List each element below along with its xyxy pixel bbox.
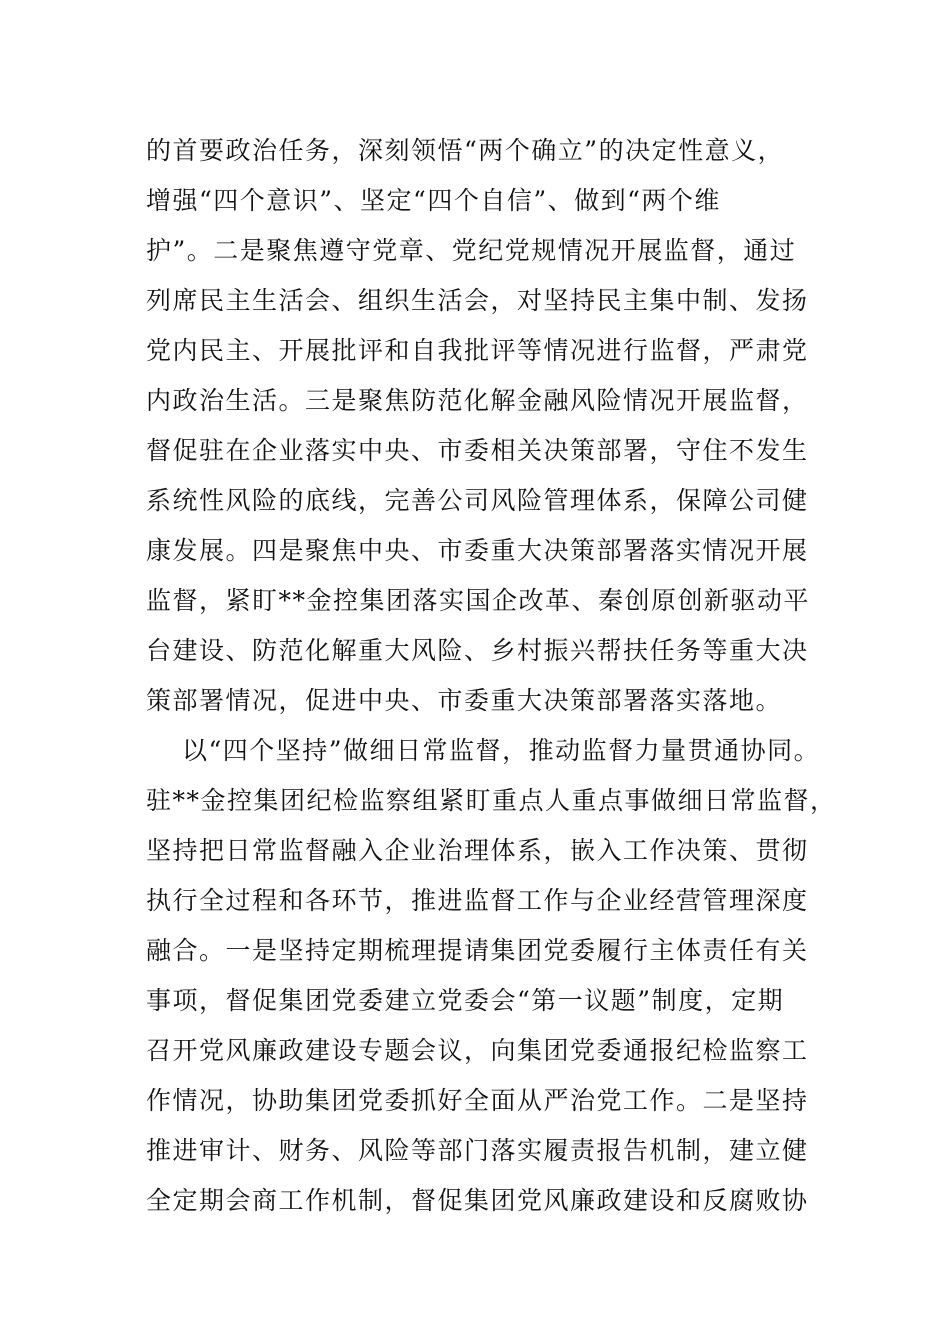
text-line: 内政治生活。三是聚焦防范化解金融风险情况开展监督， <box>146 386 809 415</box>
text-line: 的首要政治任务，深刻领悟“两个确立”的决定性意义， <box>146 136 785 165</box>
text-line: 事项，督促集团党委建立党委会“第一议题”制度，定期 <box>146 986 785 1015</box>
text-line: 作情况，协助集团党委抓好全面从严治党工作。二是坚持 <box>146 1086 809 1115</box>
text-line: 增强“四个意识”、坚定“四个自信”、做到“两个维 <box>146 186 721 215</box>
text-line: 列席民主生活会、组织生活会，对坚持民主集中制、发扬 <box>146 286 809 315</box>
text-line: 系统性风险的底线，完善公司风险管理体系，保障公司健 <box>146 486 809 515</box>
text-line: 康发展。四是聚焦中央、市委重大决策部署落实情况开展 <box>146 536 809 565</box>
text-line: 驻**金控集团纪检监察组紧盯重点人重点事做细日常监督， <box>146 786 837 815</box>
paragraph-start-line: 以“四个坚持”做细日常监督，推动监督力量贯通协同。 <box>182 736 821 765</box>
body-text <box>146 126 846 1226</box>
text-line: 护”。二是聚焦遵守党章、党纪党规情况开展监督，通过 <box>146 236 797 265</box>
text-line: 坚持把日常监督融入企业治理体系，嵌入工作决策、贯彻 <box>146 836 809 865</box>
text-line: 策部署情况，促进中央、市委重大决策部署落实落地。 <box>146 686 783 715</box>
text-line: 融合。一是坚持定期梳理提请集团党委履行主体责任有关 <box>146 936 809 965</box>
text-line: 党内民主、开展批评和自我批评等情况进行监督，严肃党 <box>146 336 809 365</box>
text-line: 召开党风廉政建设专题会议，向集团党委通报纪检监察工 <box>146 1036 809 1065</box>
text-line: 推进审计、财务、风险等部门落实履责报告机制，建立健 <box>146 1136 809 1165</box>
text-line: 督促驻在企业落实中央、市委相关决策部署，守住不发生 <box>146 436 809 465</box>
text-line: 监督，紧盯**金控集团落实国企改革、秦创原创新驱动平 <box>146 586 811 615</box>
text-line: 台建设、防范化解重大风险、乡村振兴帮扶任务等重大决 <box>146 636 809 665</box>
text-line: 执行全过程和各环节，推进监督工作与企业经营管理深度 <box>146 886 809 915</box>
text-line: 全定期会商工作机制，督促集团党风廉政建设和反腐败协 <box>146 1186 809 1215</box>
